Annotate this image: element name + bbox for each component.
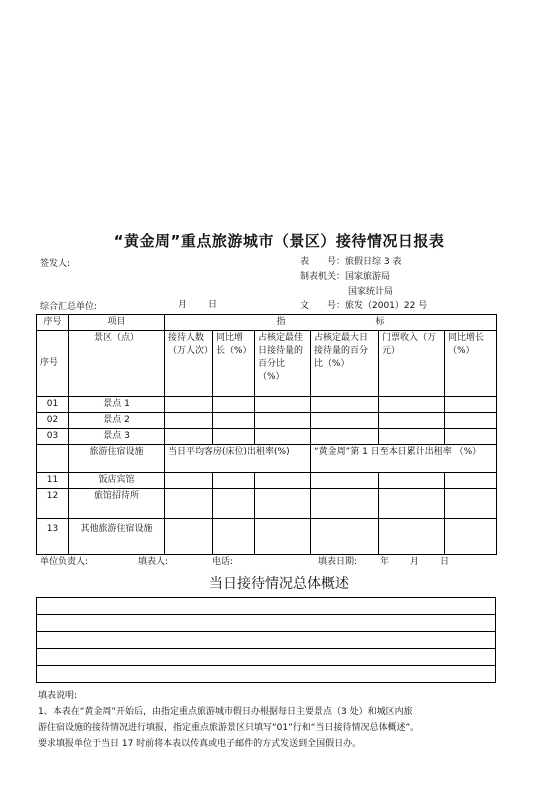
cell[interactable] <box>165 397 213 413</box>
lodging-name: 其他旅游住宿设施 <box>69 519 165 555</box>
issuing-org-2: 国家统计局 <box>348 287 394 297</box>
overview-input[interactable] <box>37 649 496 666</box>
cell[interactable] <box>311 413 379 429</box>
cell[interactable] <box>445 473 497 489</box>
cell[interactable] <box>165 473 213 489</box>
spot-name: 景点 2 <box>69 413 165 429</box>
item-header: 项目 <box>69 315 165 331</box>
overview-input[interactable] <box>37 632 496 649</box>
col-revenue-growth: 同比增长（%） <box>445 331 497 397</box>
day-label-footer: 日 <box>440 557 450 567</box>
lodging-header: 旅游住宿设施 <box>69 445 165 473</box>
lodging-header-row <box>37 445 497 473</box>
table-row <box>37 473 497 489</box>
cell[interactable] <box>213 413 255 429</box>
cell[interactable] <box>213 473 255 489</box>
indicator-header <box>165 315 497 331</box>
row-number: 13 <box>37 519 69 555</box>
overview-box <box>36 597 496 683</box>
cell[interactable] <box>213 519 255 555</box>
cell[interactable] <box>213 397 255 413</box>
cell[interactable] <box>445 413 497 429</box>
cell[interactable] <box>445 489 497 519</box>
row-number <box>37 445 69 473</box>
instructions-line: 1、本表在“黄金周”开始后，由指定重点旅游城市假日办根据每日主要景点（3 处）和城区内旅 <box>38 707 413 717</box>
table-row <box>37 397 497 413</box>
document-number: 文 号：旅发（2001）22 号 <box>300 301 428 311</box>
table-row <box>37 429 497 445</box>
overview-line <box>37 615 496 632</box>
phone-label: 电话: <box>212 557 234 567</box>
spot-name: 景点 1 <box>69 397 165 413</box>
overview-line <box>37 666 496 683</box>
instructions-heading: 填表说明: <box>38 691 78 701</box>
col-visitors: 接待人数（万人次） <box>165 331 213 397</box>
cell[interactable] <box>213 489 255 519</box>
cell[interactable] <box>445 397 497 413</box>
indicator-char-1: 指 <box>276 317 286 327</box>
report-table <box>36 314 497 555</box>
page-title: “黄金周”重点旅游城市（景区）接待情况日报表 <box>113 232 445 250</box>
occupancy-header: 当日平均客房(床位)出租率(%) <box>165 445 311 473</box>
overview-title: 当日接待情况总体概述 <box>209 576 349 592</box>
cell[interactable] <box>255 413 311 429</box>
lodging-name: 旅馆招待所 <box>69 489 165 519</box>
row-number: 01 <box>37 397 69 413</box>
col-visitors-growth: 同比增长（%） <box>213 331 255 397</box>
cell[interactable] <box>379 489 445 519</box>
area-header: 景区（点） <box>69 331 165 397</box>
fill-date-label: 填表日期: <box>318 557 358 567</box>
cell[interactable] <box>379 429 445 445</box>
col-optimal-capacity: 占核定最佳日接待量的百分比（%） <box>255 331 311 397</box>
cell[interactable] <box>165 489 213 519</box>
summary-unit-label: 综合汇总单位: <box>40 302 98 312</box>
cell[interactable] <box>311 473 379 489</box>
row-number: 03 <box>37 429 69 445</box>
cell[interactable] <box>255 489 311 519</box>
issuing-org: 制表机关：国家旅游局 <box>300 272 391 282</box>
year-label: 年 <box>380 557 390 567</box>
overview-input[interactable] <box>37 598 496 615</box>
issuer-label: 签发人: <box>40 259 71 269</box>
seq-header: 序号 <box>37 315 69 331</box>
instructions-line: 游住宿设施的接待情况进行填报，指定重点旅游景区只填写“01”行和“当日接待情况总体概述”。 <box>38 723 420 733</box>
month-label-footer: 月 <box>410 557 420 567</box>
cell[interactable] <box>311 429 379 445</box>
table-row <box>37 489 497 519</box>
seq-header-2: 序号 <box>37 331 69 397</box>
col-ticket-revenue: 门票收入（万元） <box>379 331 445 397</box>
header-row-1 <box>37 315 497 331</box>
unit-leader-label: 单位负责人: <box>40 557 89 567</box>
cell[interactable] <box>311 397 379 413</box>
day-label: 日 <box>208 300 218 310</box>
header-row-2 <box>37 331 497 397</box>
cell[interactable] <box>165 413 213 429</box>
cell[interactable] <box>445 429 497 445</box>
overview-line <box>37 632 496 649</box>
instructions-line: 要求填报单位于当日 17 时前将本表以传真或电子邮件的方式发送到全国假日办。 <box>38 739 362 749</box>
table-row <box>37 519 497 555</box>
col-max-capacity: 占核定最大日接待量的百分比（%） <box>311 331 379 397</box>
lodging-name: 饭店宾馆 <box>69 473 165 489</box>
row-number: 11 <box>37 473 69 489</box>
cumulative-occupancy-header: “黄金周”第 1 日至本日累计出租率 （%） <box>311 445 497 473</box>
cell[interactable] <box>379 473 445 489</box>
cell[interactable] <box>379 397 445 413</box>
overview-line <box>37 649 496 666</box>
cell[interactable] <box>445 519 497 555</box>
overview-line <box>37 598 496 615</box>
cell[interactable] <box>255 397 311 413</box>
overview-input[interactable] <box>37 666 496 683</box>
cell[interactable] <box>255 429 311 445</box>
cell[interactable] <box>311 489 379 519</box>
cell[interactable] <box>311 519 379 555</box>
cell[interactable] <box>165 519 213 555</box>
row-number: 12 <box>37 489 69 519</box>
spot-name: 景点 3 <box>69 429 165 445</box>
cell[interactable] <box>255 473 311 489</box>
cell[interactable] <box>379 413 445 429</box>
filler-label: 填表人: <box>138 557 169 567</box>
cell[interactable] <box>379 519 445 555</box>
indicator-char-2: 标 <box>375 317 385 327</box>
cell[interactable] <box>165 429 213 445</box>
form-number: 表 号：旅假日综 3 表 <box>300 257 402 267</box>
overview-input[interactable] <box>37 615 496 632</box>
cell[interactable] <box>255 519 311 555</box>
cell[interactable] <box>213 429 255 445</box>
month-label: 月 <box>178 300 188 310</box>
row-number: 02 <box>37 413 69 429</box>
table-row <box>37 413 497 429</box>
instructions <box>38 688 498 752</box>
